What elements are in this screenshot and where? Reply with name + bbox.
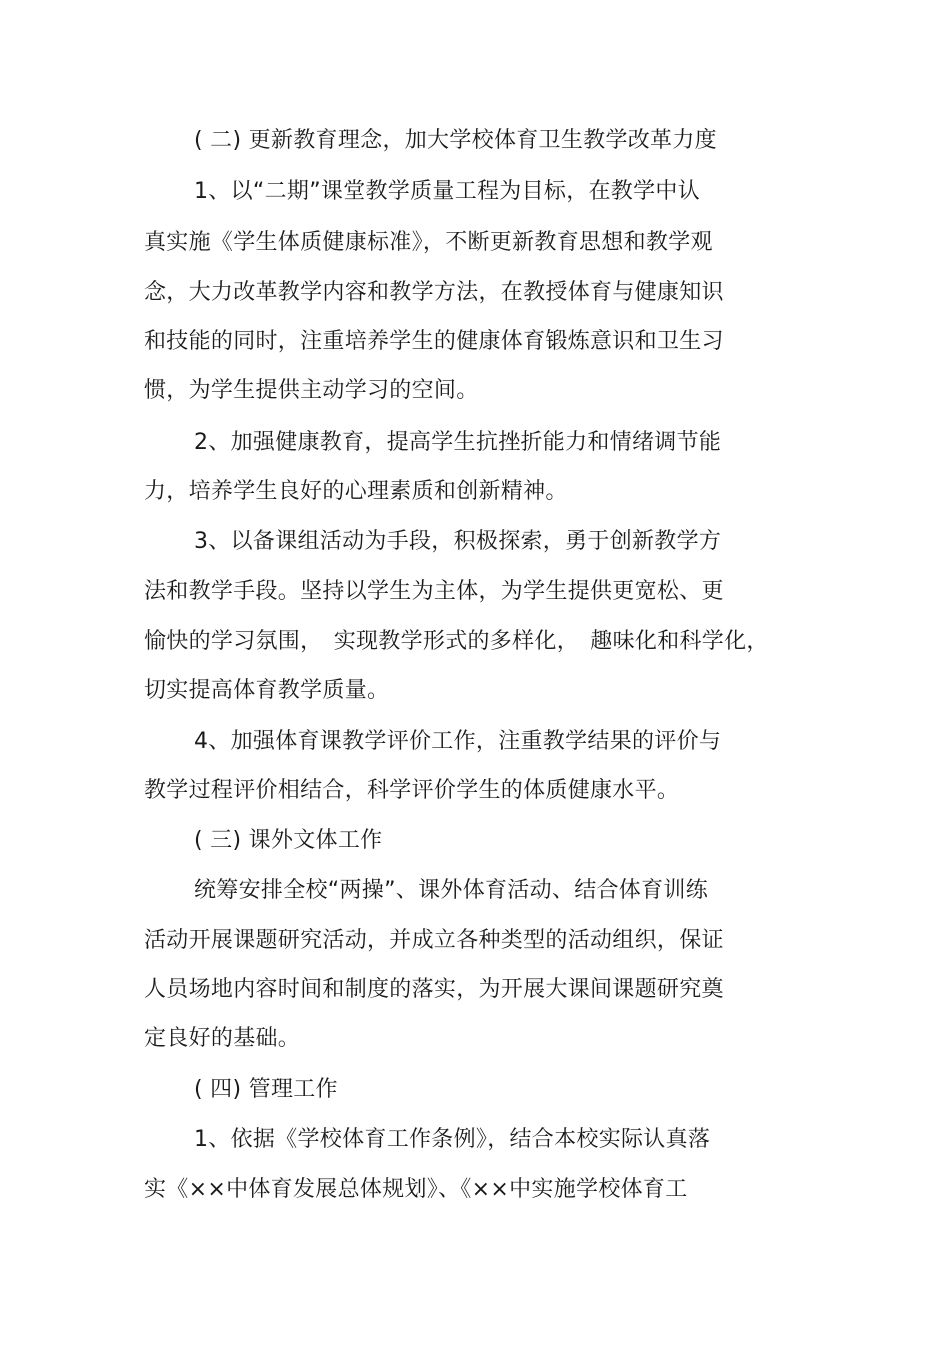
paragraph-line: 人员场地内容时间和制度的落实，为开展大课间课题研究奠 <box>144 977 724 1002</box>
paragraph-line: 实《××中体育发展总体规划》、《××中实施学校体育工 <box>144 1177 688 1202</box>
paragraph-line: 教学过程评价相结合，科学评价学生的体质健康水平。 <box>144 778 680 803</box>
paragraph-line: 3、以备课组活动为手段，积极探索，勇于创新教学方 <box>194 529 722 554</box>
paragraph-line: 惯，为学生提供主动学习的空间。 <box>144 378 479 403</box>
paragraph-line: 真实施《学生体质健康标准》，不断更新教育思想和教学观 <box>144 230 713 255</box>
paragraph-line: 切实提高体育教学质量。 <box>144 678 390 703</box>
paragraph-line: 法和教学手段。坚持以学生为主体，为学生提供更宽松、更 <box>144 579 724 604</box>
paragraph-line: 2、加强健康教育，提高学生抗挫折能力和情绪调节能 <box>194 430 722 455</box>
paragraph-line: 定良好的基础。 <box>144 1026 301 1051</box>
paragraph-line: 活动开展课题研究活动，并成立各种类型的活动组织，保证 <box>144 928 724 953</box>
paragraph-line: 和技能的同时，注重培养学生的健康体育锻炼意识和卫生习 <box>144 329 724 354</box>
section-heading-2: ( 二) 更新教育理念，加大学校体育卫生教学改革力度 <box>194 128 717 153</box>
section-heading-3: ( 三) 课外文体工作 <box>194 828 383 853</box>
paragraph-line: 1、以“二期”课堂教学质量工程为目标，在教学中认 <box>194 179 700 204</box>
paragraph-line: 念，大力改革教学内容和教学方法，在教授体育与健康知识 <box>144 280 724 305</box>
paragraph-line: 4、加强体育课教学评价工作，注重教学结果的评价与 <box>194 729 722 754</box>
section-heading-4: ( 四) 管理工作 <box>194 1077 338 1102</box>
paragraph-line: 统筹安排全校“两操”、课外体育活动、结合体育训练 <box>194 878 708 903</box>
paragraph-line: 力，培养学生良好的心理素质和创新精神。 <box>144 479 568 504</box>
paragraph-line: 愉快的学习氛围， 实现教学形式的多样化， 趣味化和科学化， <box>144 629 769 654</box>
paragraph-line: 1、依据《学校体育工作条例》，结合本校实际认真落 <box>194 1127 711 1152</box>
